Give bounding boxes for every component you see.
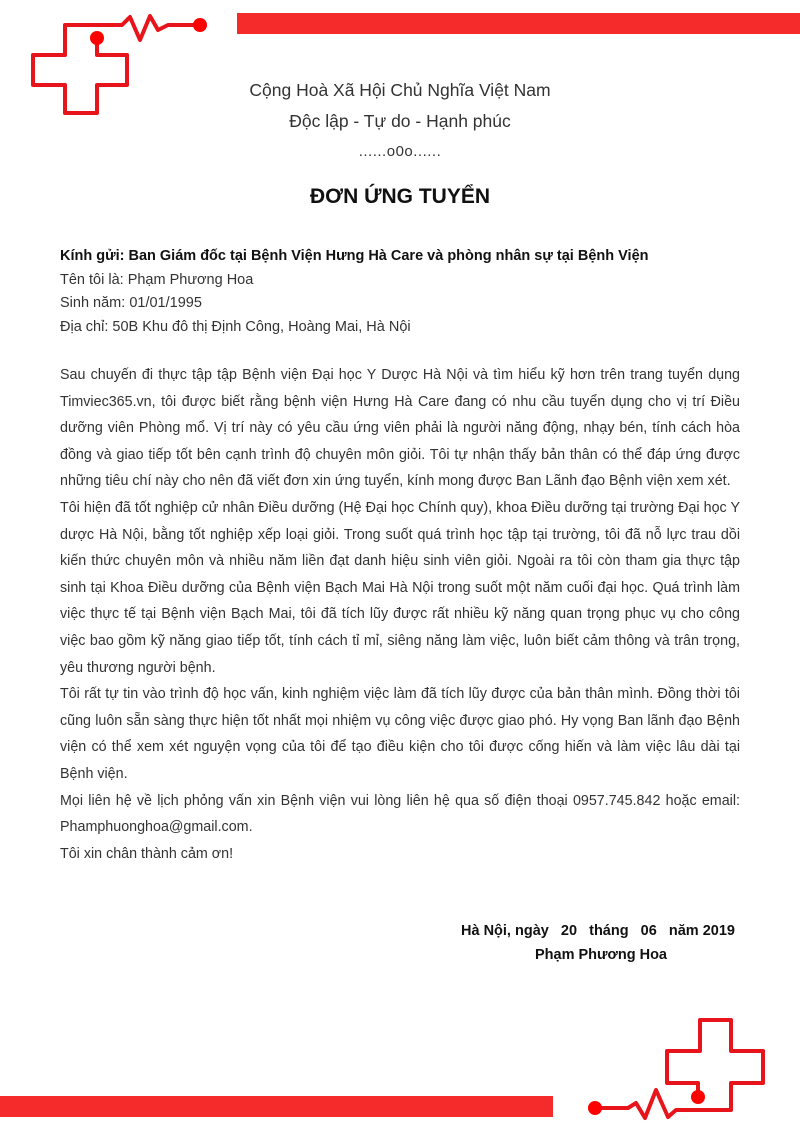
signature-name: Phạm Phương Hoa [535, 947, 667, 963]
top-red-bar [237, 13, 800, 34]
address-line: Địa chỉ: 50B Khu đô thị Định Công, Hoàng Mai, Hà Nội [60, 318, 411, 335]
paragraph-education: Tôi hiện đã tốt nghiệp cử nhân Điều dưỡng (Hệ Đại học Chính quy), khoa Điều dưỡng tại trường Đại học Y dược Hà Nội, bằng tốt nghiệp xếp loại giỏi. Trong suốt quá trình học tập tại trường, tôi đã nỗ lực trau dồi kiến thức chuyên môn và nhiều năm liền đạt danh hiệu sinh viên giỏi. Ngoài ra tôi còn tham gia thực tập sinh tại Khoa Điều dưỡng của Bệnh viện Bạch Mai Hà Nội trong suốt một năm cuối đại học. Quá trình làm việc thực tế tại Bệnh viện Bạch Mai, tôi đã tích lũy được rất nhiều kỹ năng quan trọng phục vụ cho công việc bao gồm kỹ năng giao tiếp tốt, tính cách tỉ mỉ, siêng năng làm việc, luôn biết cảm thông và trân trọng, yêu thương người bệnh. [60, 499, 740, 676]
medical-cross-heartbeat-icon [0, 0, 220, 125]
national-motto-line2: Độc lập - Tự do - Hạnh phúc [289, 111, 511, 131]
letter-body [60, 362, 740, 867]
applicant-info [60, 245, 750, 339]
separator-ornament: ......o0o...... [358, 143, 442, 160]
national-motto-line1: Cộng Hoà Xã Hội Chủ Nghĩa Việt Nam [249, 80, 551, 100]
paragraph-contact: Mọi liên hệ về lịch phỏng vấn xin Bệnh viện vui lòng liên hệ qua số điện thoại 0957.745.842 hoặc email: Phamphuonghoa@gmail.com. [60, 792, 740, 836]
bottom-red-bar [0, 1096, 553, 1117]
birth-line: Sinh năm: 01/01/1995 [60, 295, 202, 311]
document-title: ĐƠN ỨNG TUYỂN [309, 185, 490, 208]
signature-date: Hà Nội, ngày 20 tháng 06 năm 2019 [461, 923, 735, 939]
recipient-line: Kính gửi: Ban Giám đốc tại Bệnh Viện Hưng Hà Care và phòng nhân sự tại Bệnh Viện [60, 248, 649, 264]
paragraph-thanks: Tôi xin chân thành cảm ơn! [60, 845, 234, 862]
paragraph-confidence: Tôi rất tự tin vào trình độ học vấn, kinh nghiệm việc làm đã tích lũy được của bản thân mình. Đồng thời tôi cũng luôn sẵn sàng thực hiện tốt nhất mọi nhiệm vụ công việc được giao phó. Hy vọng Ban lãnh đạo Bệnh viện có thể xem xét nguyện vọng của tôi để tạo điều kiện cho tôi được cống hiến và làm việc lâu dài tại Bệnh viện. [60, 686, 740, 782]
medical-cross-heartbeat-icon [560, 995, 800, 1130]
paragraph-intro: Sau chuyến đi thực tập tập Bệnh viện Đại học Y Dược Hà Nội và tìm hiểu kỹ hơn trên trang tuyển dụng Timviec365.vn, tôi được biết rằng bệnh viện Hưng Hà Care đang có nhu cầu tuyển dụng cho vị trí Điều dưỡng viên Phòng mổ. Vị trí này có yêu cầu ứng viên phải là người năng động, nhạy bén, tính cách hòa đồng và giao tiếp tốt bên cạnh trình độ chuyên môn giỏi. Tôi tự nhận thấy bản thân có thể đáp ứng được những tiêu chí này cho nên đã viết đơn xin ứng tuyển, kính mong được Ban Lãnh đạo Bệnh viện xem xét. [60, 367, 740, 490]
name-line: Tên tôi là: Phạm Phương Hoa [60, 271, 254, 288]
